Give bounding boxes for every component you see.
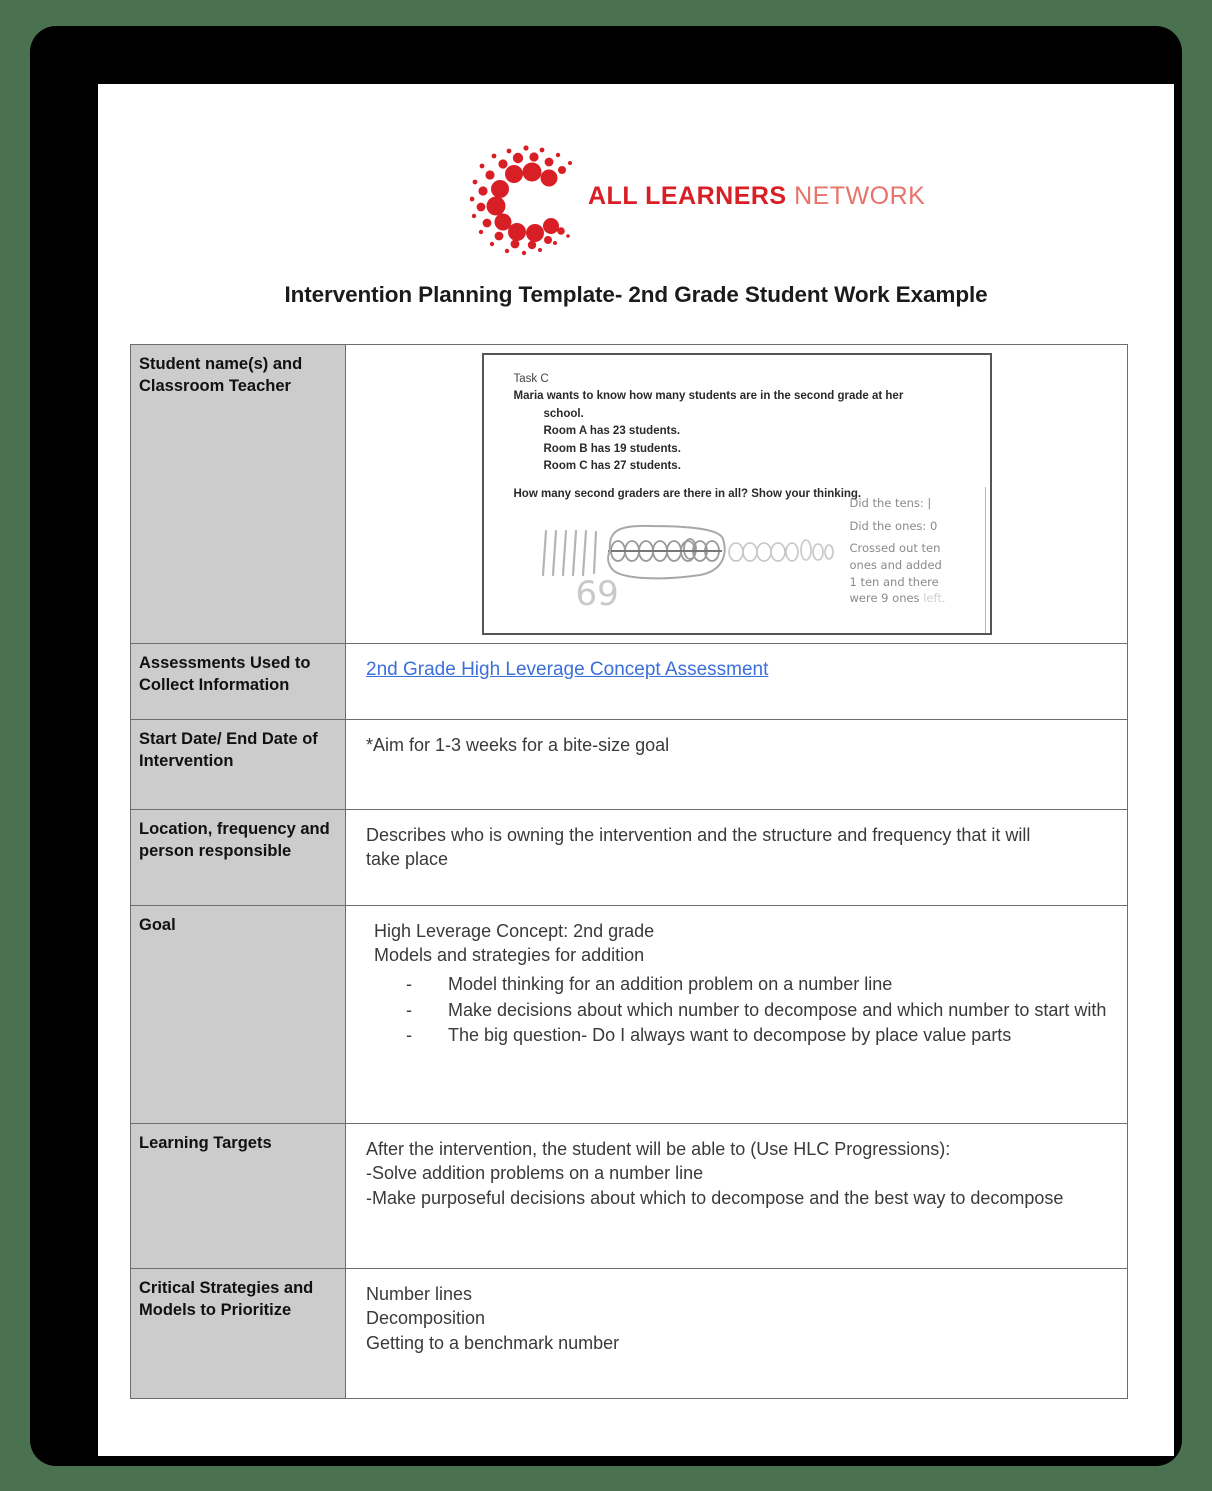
row-label-assessments: Assessments Used to Collect Information [131,644,346,720]
row-label-critical-strategies: Critical Strategies and Models to Prioritize [131,1269,346,1399]
goal-bullet-text: The big question- Do I always want to decompose by place value parts [448,1025,1012,1046]
goal-bullet-item [406,972,1115,997]
hand-line-3: Crossed out ten [849,541,941,556]
task-room-c: Room C has 27 students. [543,460,681,473]
goal-bullet-item [406,998,1115,1023]
cs-line-3: Getting to a benchmark number [366,1332,620,1353]
goal-bullet-text: Make decisions about which number to decompose and which number to start with [448,999,1107,1020]
all-learners-network-logo [470,144,926,256]
table-row [131,810,1128,906]
lt-line-3: -Make purposeful decisions about which to decompose and the best way to decompose [366,1187,1064,1208]
table-row [131,345,1128,644]
task-label: Task C [513,373,549,385]
row-value-assessments [346,644,1128,720]
student-answer: 69 [575,574,619,614]
goal-line-2: Models and strategies for addition [374,945,645,966]
handwriting-divider [985,487,986,633]
dates-line-1: *Aim for 1-3 weeks for a bite-size goal [366,735,670,755]
task-room-a: Room A has 23 students. [543,425,681,438]
logo-word-light: NETWORK [794,182,926,210]
row-value-learning-targets [346,1124,1128,1269]
table-row [131,644,1128,720]
hand-line-4: ones and added [849,558,942,573]
logo-word-bold: ALL LEARNERS [588,182,787,210]
row-label-goal: Goal [131,906,346,1124]
row-label-dates: Start Date/ End Date of Intervention [131,720,346,810]
row-label-learning-targets: Learning Targets [131,1124,346,1269]
task-prompt-text [514,371,944,503]
hand-line-6 [850,590,982,607]
task-prompt: Maria wants to know how many students are in the second grade at her [513,390,904,403]
cs-line-2: Decomposition [366,1308,486,1329]
bullet-marker: - [406,999,412,1020]
bullet-marker: - [406,973,412,994]
row-value-student-work [346,345,1128,644]
table-row [131,1124,1128,1269]
hand-line-6-faded: left. [923,591,946,606]
hand-line-5: 1 ten and there [849,574,939,589]
table-row [131,906,1128,1124]
page-title: Intervention Planning Template- 2nd Grade Student Work Example [284,282,988,307]
location-line-1: Describes who is owning the intervention and the structure and frequency that it will take place [366,825,1031,870]
goal-bullet-list [374,972,1115,1048]
lt-line-1: After the intervention, the student will be able to (Use HLC Progressions): [366,1139,951,1159]
radial-dot-burst-icon [470,144,582,256]
logo-wordmark [588,182,925,211]
row-label-location: Location, frequency and person responsible [131,810,346,906]
lt-line-2: -Solve addition problems on a number line [366,1163,704,1184]
student-work-image [482,353,992,635]
row-value-goal [346,906,1128,1124]
task-question: How many second graders are there in all? Show your thinking. [513,487,862,500]
goal-bullet-item [406,1023,1115,1048]
document-page [98,84,1174,1456]
row-value-critical-strategies [346,1269,1128,1399]
hand-line-2: Did the ones: 0 [849,518,938,533]
task-room-b: Room B has 19 students. [543,442,681,455]
goal-line-1: High Leverage Concept: 2nd grade [374,921,655,941]
row-value-dates [346,720,1128,810]
device-frame [30,26,1182,1466]
hand-line-6-main: were 9 ones [849,591,920,606]
table-row [131,720,1128,810]
intervention-planning-table [130,344,1128,1399]
task-prompt-cont: school. [543,407,584,420]
bullet-marker: - [406,1025,412,1046]
row-value-location [346,810,1128,906]
cs-line-1: Number lines [366,1284,473,1304]
goal-bullet-text: Model thinking for an addition problem on a number line [448,973,893,994]
table-row [131,1269,1128,1399]
assessment-link[interactable]: 2nd Grade High Leverage Concept Assessment [366,659,769,680]
hand-line-1: Did the tens: | [849,496,932,510]
student-handwritten-notes [850,495,982,607]
row-label-student-name: Student name(s) and Classroom Teacher [131,345,346,644]
